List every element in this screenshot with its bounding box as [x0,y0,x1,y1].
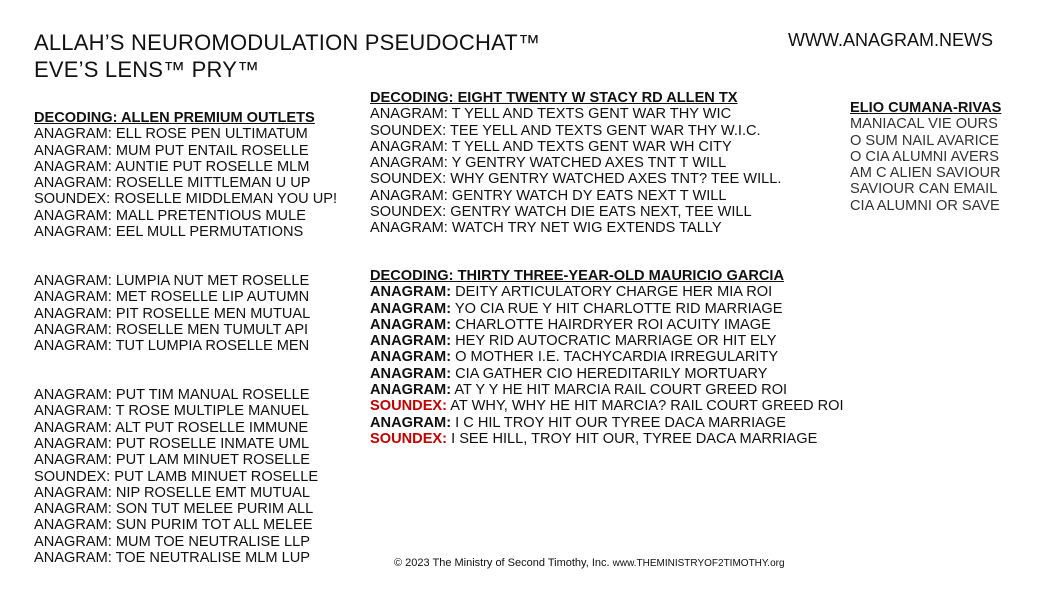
decoding-text: AT Y Y HE HIT MARCIA RAIL COURT GREED ROI [451,382,788,399]
decoding-line: ANAGRAM: TOE NEUTRALISE MLM LUP [34,550,310,567]
decoding-line: ANAGRAM: T YELL AND TEXTS GENT WAR THY WIC [370,106,732,123]
anagram-line: O CIA ALUMNI AVERS [850,148,999,165]
decoding-row [370,431,844,447]
decoding-row [370,349,844,365]
decoding-line: ANAGRAM: ALT PUT ROSELLE IMMUNE [34,419,309,436]
right-lines [850,116,1001,214]
decoding-line: ANAGRAM: PUT ROSELLE INMATE UML [34,435,310,452]
decoding-row [370,366,844,382]
anagram-label: ANAGRAM: [370,382,452,399]
title-block [34,29,540,83]
anagram-line: SAVIOUR CAN EMAIL [850,181,998,198]
decoding-text: YO CIA RUE Y HIT CHARLOTTE RID MARRIAGE [451,300,783,317]
footer-copyright: © 2023 The Ministry of Second Timothy, Inc. [394,557,610,569]
decoding-row [370,284,844,300]
title-line-2: EVE’S LENS™ PRY™ [34,57,260,82]
decoding-line: ANAGRAM: PIT ROSELLE MEN MUTUAL [34,305,311,322]
decoding-line: ANAGRAM: WATCH TRY NET WIG EXTENDS TALLY [370,220,722,237]
middle-top-column [370,90,781,237]
left-group-2 [34,273,337,354]
soundex-label: SOUNDEX: [370,430,448,447]
decoding-line: ANAGRAM: SON TUT MELEE PURIM ALL [34,501,314,518]
title-line-1: ALLAH’S NEUROMODULATION PSEUDOCHAT™ [34,30,541,55]
site-url[interactable]: WWW.ANAGRAM.NEWS [788,30,993,50]
decoding-row [370,398,844,414]
decoding-text: O MOTHER I.E. TACHYCARDIA IRREGULARITY [451,349,779,366]
left-group-1 [34,126,337,240]
anagram-line: MANIACAL VIE OURS [850,116,998,133]
anagram-line: CIA ALUMNI OR SAVE [850,197,1000,214]
decoding-line: ANAGRAM: MET ROSELLE LIP AUTUMN [34,289,310,306]
middle-top-heading: DECODING: EIGHT TWENTY W STACY RD ALLEN TX [370,90,738,106]
decoding-text: HEY RID AUTOCRATIC MARRIAGE OR HIT ELY [451,333,777,350]
anagram-line: O SUM NAIL AVARICE [850,132,999,149]
anagram-label: ANAGRAM: [370,414,452,431]
decoding-line: SOUNDEX: TEE YELL AND TEXTS GENT WAR THY W.I.C. [370,122,761,139]
decoding-line: ANAGRAM: LUMPIA NUT MET ROSELLE [34,272,310,289]
decoding-row [370,301,844,317]
footer [394,557,785,569]
decoding-line: ANAGRAM: Y GENTRY WATCHED AXES TNT T WILL [370,155,727,172]
decoding-row [370,317,844,333]
middle-bottom-heading: DECODING: THIRTY THREE-YEAR-OLD MAURICIO GARCIA [370,268,785,284]
anagram-line: AM C ALIEN SAVIOUR [850,165,1001,182]
decoding-line: ANAGRAM: PUT TIM MANUAL ROSELLE [34,387,310,404]
right-column [850,100,1001,214]
decoding-line: ANAGRAM: T YELL AND TEXTS GENT WAR WH CITY [370,138,732,155]
decoding-line: ANAGRAM: T ROSE MULTIPLE MANUEL [34,403,309,420]
decoding-line: ANAGRAM: TUT LUMPIA ROSELLE MEN [34,338,310,355]
middle-top-lines [370,106,781,236]
left-column [34,110,337,566]
decoding-line: ANAGRAM: GENTRY WATCH DY EATS NEXT T WILL [370,187,727,204]
decoding-text: AT WHY, WHY HE HIT MARCIA? RAIL COURT GREED ROI [447,398,844,415]
anagram-label: ANAGRAM: [370,300,452,317]
decoding-line: SOUNDEX: ROSELLE MIDDLEMAN YOU UP! [34,191,338,208]
decoding-line: ANAGRAM: MUM PUT ENTAIL ROSELLE [34,142,309,159]
decoding-line: ANAGRAM: NIP ROSELLE EMT MUTUAL [34,484,310,501]
decoding-line: ANAGRAM: ELL ROSE PEN ULTIMATUM [34,126,308,143]
anagram-label: ANAGRAM: [370,333,452,350]
decoding-line: SOUNDEX: WHY GENTRY WATCHED AXES TNT? TEE WILL. [370,171,782,188]
left-group-3 [34,387,337,566]
middle-bottom-column [370,268,844,447]
decoding-line: ANAGRAM: ROSELLE MEN TUMULT API [34,321,309,338]
decoding-row [370,333,844,349]
decoding-text: I C HIL TROY HIT OUR TYREE DACA MARRIAGE [451,414,786,431]
anagram-label: ANAGRAM: [370,365,452,382]
decoding-line: ANAGRAM: MALL PRETENTIOUS MULE [34,207,306,224]
middle-bottom-rows [370,284,844,447]
decoding-line: SOUNDEX: GENTRY WATCH DIE EATS NEXT, TEE WILL [370,204,752,221]
soundex-label: SOUNDEX: [370,398,448,415]
decoding-line: SOUNDEX: PUT LAMB MINUET ROSELLE [34,468,319,485]
anagram-label: ANAGRAM: [370,316,452,333]
decoding-line: ANAGRAM: AUNTIE PUT ROSELLE MLM [34,158,310,175]
decoding-line: ANAGRAM: EEL MULL PERMUTATIONS [34,224,304,241]
anagram-label: ANAGRAM: [370,349,452,366]
left-heading: DECODING: ALLEN PREMIUM OUTLETS [34,110,315,126]
decoding-row [370,382,844,398]
decoding-row [370,415,844,431]
decoding-line: ANAGRAM: PUT LAM MINUET ROSELLE [34,452,310,469]
decoding-text: DEITY ARTICULATORY CHARGE HER MIA ROI [451,284,773,301]
decoding-text: CHARLOTTE HAIRDRYER ROI ACUITY IMAGE [451,316,771,333]
decoding-line: ANAGRAM: MUM TOE NEUTRALISE LLP [34,533,310,550]
decoding-text: I SEE HILL, TROY HIT OUR, TYREE DACA MARRIAGE [447,430,818,447]
decoding-line: ANAGRAM: ROSELLE MITTLEMAN U UP [34,175,311,192]
decoding-line: ANAGRAM: SUN PURIM TOT ALL MELEE [34,517,313,534]
anagram-label: ANAGRAM: [370,284,452,301]
footer-url[interactable]: www.THEMINISTRYOF2TIMOTHY.org [612,558,785,569]
decoding-text: CIA GATHER CIO HEREDITARILY MORTUARY [451,365,768,382]
right-heading: ELIO CUMANA-RIVAS [850,100,1002,116]
